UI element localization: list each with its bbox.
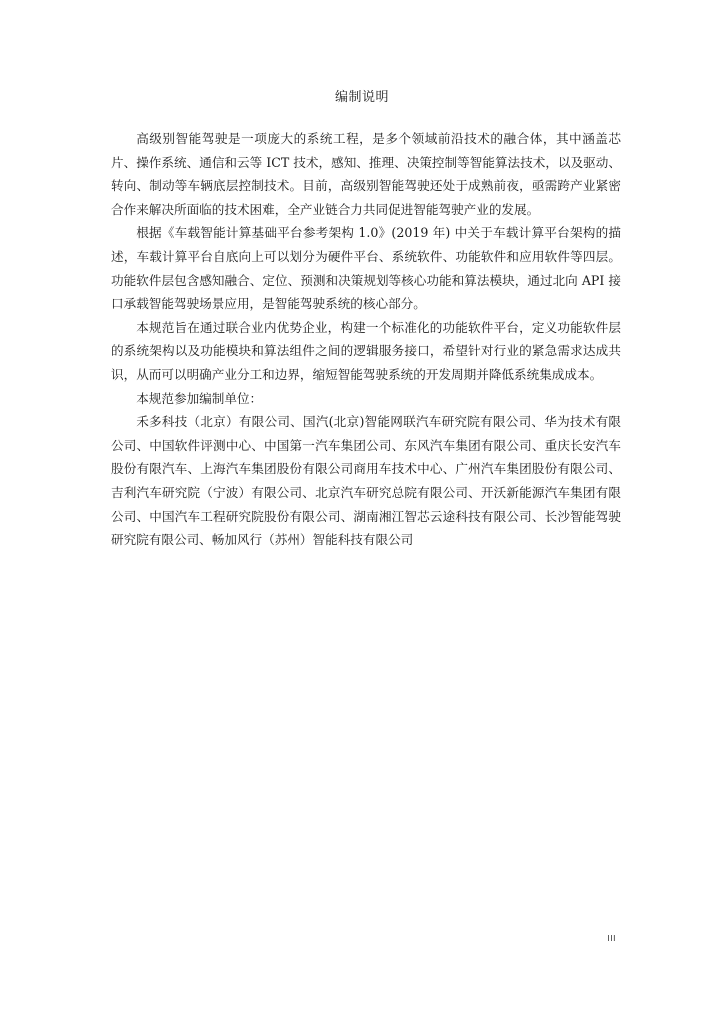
- paragraph-units-list: 禾多科技（北京）有限公司、国汽(北京)智能网联汽车研究院有限公司、华为技术有限公司、中国软件评测中心、中国第一汽车集团公司、东风汽车集团有限公司、重庆长安汽车股份有限汽车、上海汽车集团股份有限公司商用车技术中心、广州汽车集团股份有限公司、吉利汽车研究院（宁波）有限公司、北京汽车研究总院有限公司、开沃新能源汽车集团有限公司、中国汽车工程研究院股份有限公司、湖南湘江智芯云途科技有限公司、长沙智能驾驶研究院有限公司、畅加风行（苏州）智能科技有限公司: [111, 414, 621, 548]
- paragraph-architecture: 根据《车载智能计算基础平台参考架构 1.0》(2019 年) 中关于车载计算平台架构的描述，车载计算平台自底向上可以划分为硬件平台、系统软件、功能软件和应用软件等四层。功能软件层包含感知融合、定位、预测和决策规划等核心功能和算法模块，通过北向 API 接口承载智能驾驶场景应用，是智能驾驶系统的核心部分。: [111, 225, 621, 312]
- body-text: [111, 127, 621, 552]
- paragraph-purpose: 本规范旨在通过联合业内优势企业，构建一个标准化的功能软件平台，定义功能软件层的系统架构以及功能模块和算法组件之间的逻辑服务接口，希望针对行业的紧急需求达成共识，从而可以明确产业分工和边界，缩短智能驾驶系统的开发周期并降低系统集成成本。: [111, 319, 621, 382]
- paragraph-units-heading: 本规范参加编制单位：: [136, 390, 263, 406]
- page-number: III: [607, 934, 616, 943]
- paragraph-intro: 高级别智能驾驶是一项庞大的系统工程，是多个领域前沿技术的融合体，其中涵盖芯片、操作系统、通信和云等 ICT 技术，感知、推理、决策控制等智能算法技术，以及驱动、转向、制动等车辆底层控制技术。目前，高级别智能驾驶还处于成熟前夜，亟需跨产业紧密合作来解决所面临的技术困难，全产业链合力共同促进智能驾驶产业的发展。: [111, 131, 621, 217]
- page-title: 编制说明: [334, 90, 389, 105]
